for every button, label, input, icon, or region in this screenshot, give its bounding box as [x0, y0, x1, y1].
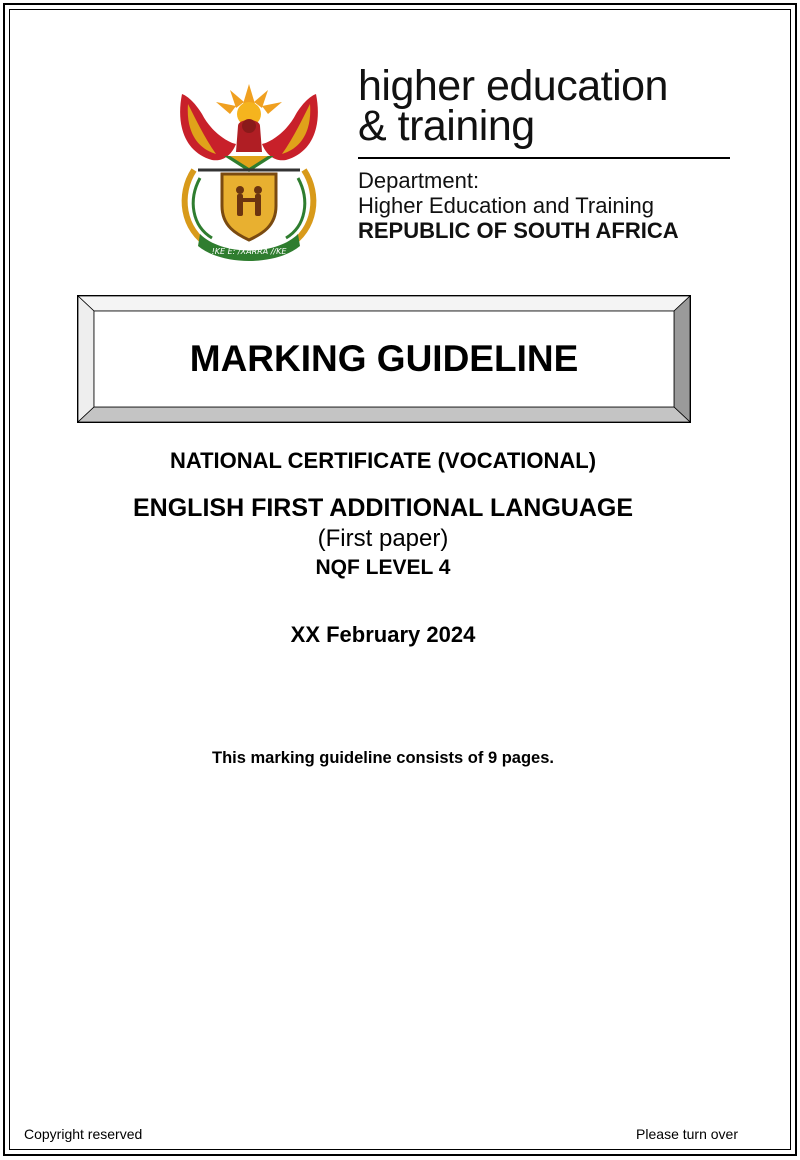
logo-title-line2: & training [358, 102, 535, 150]
department-label: Department: [358, 168, 480, 193]
svg-text:!KE E: /XARRA //KE: !KE E: /XARRA //KE [211, 247, 287, 256]
page-count-note: This marking guideline consists of 9 pages. [212, 749, 554, 767]
turn-over-note: Please turn over [636, 1126, 738, 1142]
paper-label: (First paper) [317, 525, 449, 552]
logo-title-line1: higher education [358, 62, 668, 110]
subject-heading: ENGLISH FIRST ADDITIONAL LANGUAGE [133, 494, 633, 522]
copyright-note: Copyright reserved [24, 1126, 143, 1142]
document-title: MARKING GUIDELINE [189, 338, 579, 379]
department-name: Higher Education and Training [358, 193, 654, 218]
department-logo-heading [358, 62, 668, 150]
title-box [77, 295, 691, 423]
logo-divider [358, 157, 730, 159]
exam-date: XX February 2024 [290, 622, 476, 647]
certificate-heading: NATIONAL CERTIFICATE (VOCATIONAL) [169, 448, 597, 473]
country-name: REPUBLIC OF SOUTH AFRICA [358, 218, 679, 243]
coat-of-arms-logo [172, 74, 326, 262]
nqf-level: NQF LEVEL 4 [315, 556, 451, 579]
